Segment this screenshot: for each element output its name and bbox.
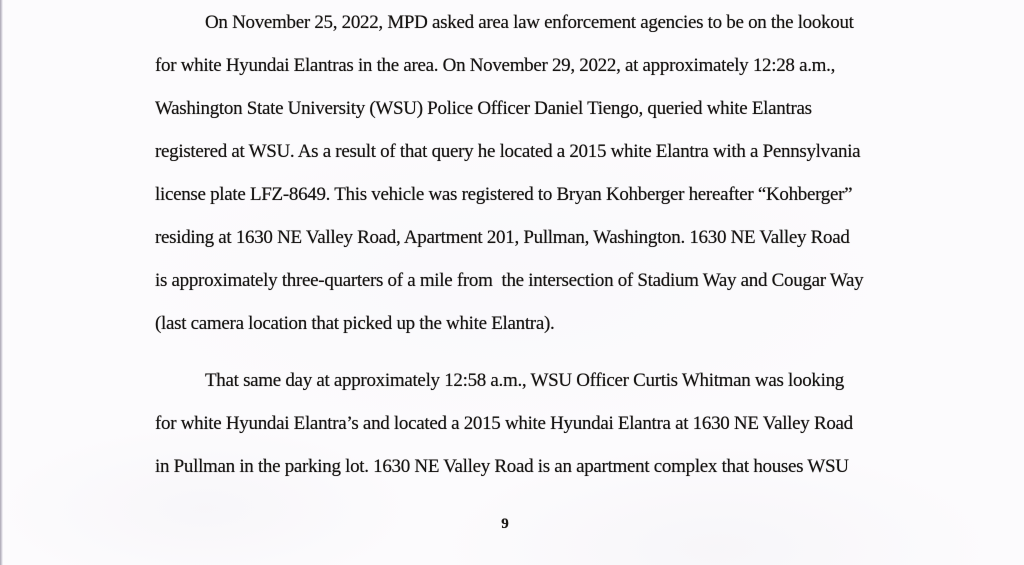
paragraph [155,359,900,488]
document-line: That same day at approximately 12:58 a.m., WSU Officer Curtis Whitman was looking [205,370,844,391]
document-line: Washington State University (WSU) Police Officer Daniel Tiengo, queried white Elantras [155,98,812,119]
page-number: 9 [501,516,509,532]
document-line: for white Hyundai Elantras in the area. On November 29, 2022, at approximately 12:28 a.m., [155,55,836,76]
document-line: for white Hyundai Elantra’s and located a 2015 white Hyundai Elantra at 1630 NE Valley Road [155,413,853,434]
paragraph [155,1,900,345]
document-line: license plate LFZ-8649. This vehicle was registered to Bryan Kohberger hereafter “Kohberger” [155,184,853,205]
document-line: residing at 1630 NE Valley Road, Apartment 201, Pullman, Washington. 1630 NE Valley Road [155,227,850,248]
document-body [155,1,900,488]
document-line: in Pullman in the parking lot. 1630 NE Valley Road is an apartment complex that houses WSU [155,456,849,477]
document-line: (last camera location that picked up the white Elantra). [155,313,555,334]
document-line: is approximately three-quarters of a mile from the intersection of Stadium Way and Cougar Way [155,270,864,291]
document-line: On November 25, 2022, MPD asked area law enforcement agencies to be on the lookout [205,12,854,33]
document-line: registered at WSU. As a result of that query he located a 2015 white Elantra with a Pennsylvania [155,141,861,162]
